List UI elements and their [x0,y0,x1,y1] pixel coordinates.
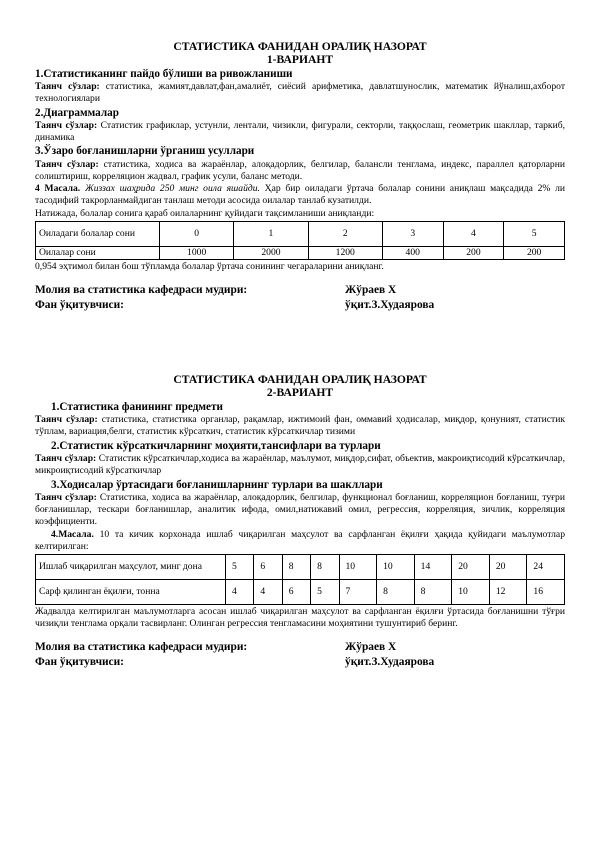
v2-q3-keywords-label: Таянч сўзлар: [35,491,97,503]
v1-sig-teacher-name: ўқит.З.Худаярова [345,299,435,312]
v2-signature-teacher [35,655,565,670]
v1-q1-keywords-label: Таянч сўзлар: [35,81,100,93]
table-cell: 8 [377,579,415,604]
table-cell: 4 [254,579,282,604]
table-cell: 20 [489,554,527,579]
v1-q4-after: 0,954 эҳтимол билан бош тўпламда болалар ўртача сонининг чегараларини аниқланг. [35,260,384,272]
v1-variant: 1-ВАРИАНТ [266,53,334,67]
table-cell: 7 [339,579,377,604]
v1-signature-head [35,283,565,298]
v2-signature-head [35,640,565,655]
v2-q4-paragraph [35,529,565,553]
table-cell: 0 [160,221,234,246]
table-cell: 16 [527,579,565,604]
v2-q4-label: 4.Масала. [51,528,94,540]
v1-q2-heading: 2.Диаграммалар [35,106,119,119]
table-cell: 5 [504,221,565,246]
table-row-label: Сарф қилинган ёқилғи, тонна [36,579,226,604]
v2-q3-paragraph [35,492,565,529]
v1-title: СТАТИСТИКА ФАНИДАН ОРАЛИҚ НАЗОРАТ [173,40,427,53]
v2-q1-heading: 1.Статистика фанининг предмети [51,400,223,413]
v2-q1-keywords-label: Таянч сўзлар: [35,414,98,426]
table-cell: 5 [311,579,339,604]
table-cell: 1 [234,221,308,246]
v1-q4-italic: Жиззах шаҳрида 250 минг оила яшайди. [80,183,260,195]
v1-sig-teacher-label: Фан ўқитувчиси: [35,299,124,312]
v2-title: СТАТИСТИКА ФАНИДАН ОРАЛИҚ НАЗОРАТ [173,373,427,387]
document-page [35,40,565,670]
table-row-label: Оилалар сони [36,246,160,259]
v1-table [35,221,565,260]
table-cell: 5 [226,554,254,579]
v2-q2-keywords-label: Таянч сўзлар: [35,453,97,465]
v2-sig-head-label: Молия ва статистика кафедраси мудири: [35,641,248,654]
v1-sig-head-label: Молия ва статистика кафедраси мудири: [35,284,248,297]
v2-table [35,554,565,605]
v1-q1-heading: 1.Статистиканинг пайдо бўлиши ва ривожланиши [35,67,293,80]
table-cell: 24 [527,554,565,579]
table-cell: 20 [452,554,490,579]
table-cell: 1000 [160,246,234,259]
table-cell: 6 [254,554,282,579]
v1-q4-text: Ҳар бир оиладаги ўртача болалар сонини аниқлаш мақсадида 2% ли тасодифий такрорланмайдиган танлаш методи асосида оилалар танлаб кузатилди. [35,183,566,207]
table-row [36,554,565,579]
v2-sig-teacher-name: ўқит.З.Худаярова [345,656,435,669]
v2-q1-paragraph [35,414,565,438]
v1-q2-keywords: Статистик графиклар, устунли, лентали, чизикли, фигурали, секторли, таққослаш, геометрик шакллар, таркиб, динамика [35,120,565,144]
v1-q3-keywords: статистика, ходиса ва жараёнлар, алоқадорлик, белгилар, балансли тенглама, индекс, параллел қаторларни солиштириш, корреляцион жадвал, график усули, баланс методи. [35,158,565,183]
v1-sig-head-name: Жўраев Х [345,284,397,297]
v1-q4-label: 4 Масала. [35,183,81,195]
table-cell: 400 [382,246,443,259]
v2-q4-text: 10 та кичик корхонада ишлаб чиқарилган маҳсулот ва сарфланган ёқилғи ҳақида қуйидаги маълумотлар келтирилган: [35,528,565,552]
table-cell: 200 [504,246,565,259]
v2-q3-keywords: Статистика, ходиса ва жараёнлар, алоқадорлик, белгилар, функционал боғланиш, корреляцион боғланиш, туғри боғланишлар, тескари боғланишлар, аналитик ифода, омил,натижавий омил, регрессия, корреляция, зичлик, корреляция коэффициенти. [35,491,565,528]
table-cell: 10 [339,554,377,579]
table-row [36,579,565,604]
table-row-label: Ишлаб чиқарилган маҳсулот, минг дона [36,554,226,579]
table-cell: 2 [308,221,382,246]
v2-sig-teacher-label: Фан ўқитувчиси: [35,656,124,669]
table-cell: 4 [443,221,504,246]
table-cell: 3 [382,221,443,246]
table-cell: 10 [377,554,415,579]
table-cell: 6 [282,579,310,604]
table-cell: 14 [414,554,452,579]
table-cell: 200 [443,246,504,259]
v1-q3-keywords-label: Таянч сўзлар: [35,158,99,170]
v1-q4-intro: Натижада, болалар сонига қараб оилаларнинг қуйидаги тақсимланиши аниқланди: [35,207,375,219]
v2-q3-heading: 3.Ходисалар ўртасидаги боғланишларнинг турлари ва шакллари [51,478,383,491]
v2-variant: 2-ВАРИАНТ [266,386,334,400]
v1-q2-keywords-label: Таянч сўзлар: [35,120,98,132]
table-cell: 2000 [234,246,308,259]
v1-q3-paragraph [35,159,565,183]
table-row [36,221,565,246]
v1-q2-paragraph [35,120,565,144]
table-row-label: Оиладаги болалар сони [36,221,160,246]
table-cell: 8 [311,554,339,579]
table-cell: 1200 [308,246,382,259]
table-row [36,246,565,259]
table-cell: 4 [226,579,254,604]
table-cell: 8 [282,554,310,579]
v1-q1-paragraph [35,81,565,105]
v2-q4-after: Жадвалда келтирилган маълумотларга асосан ишлаб чиқарилган маҳсулот ва сарфланган ёқилғи ўртасида боғланишни тўғри чизиқли тенглама орқали тасвирланг. Олинган регрессия тенгламасини моҳиятини тушунтириб беринг. [35,605,565,630]
v2-q2-heading: 2.Статистик кўрсаткичларнинг моҳияти,тансифлари ва турлари [51,439,381,452]
v1-q4-paragraph [35,183,565,207]
v1-q1-keywords: статистика, жамият,давлат,фан,амалиёт, сиёсий арифметика, давлатшунослик, математик йўналиш,ахборот технологиялари [35,81,566,105]
table-cell: 12 [489,579,527,604]
v2-q1-keywords: статистика, статистика органлар, рақамлар, ижтимоий фан, оммавий ҳодисалар, миқдор, қонуният, статистик тўплам, вариация,белги, статистик кўрсаткич, статистик кўрсаткичлар тизими [35,414,566,438]
table-cell: 10 [452,579,490,604]
v2-sig-head-name: Жўраев Х [345,641,397,654]
v1-signature-teacher [35,298,565,313]
v2-q2-keywords: Статистик кўрсаткичлар,ходиса ва жараёнлар, маълумот, миқдор,сифат, объектив, макроиқтисодий кўрсаткичлар, микроиқтисодий кўрсаткичлар [35,453,565,477]
v1-q3-heading: 3.Ўзаро боғланишларни ўрганиш усуллари [35,145,255,158]
table-cell: 8 [414,579,452,604]
v2-q2-paragraph [35,453,565,477]
